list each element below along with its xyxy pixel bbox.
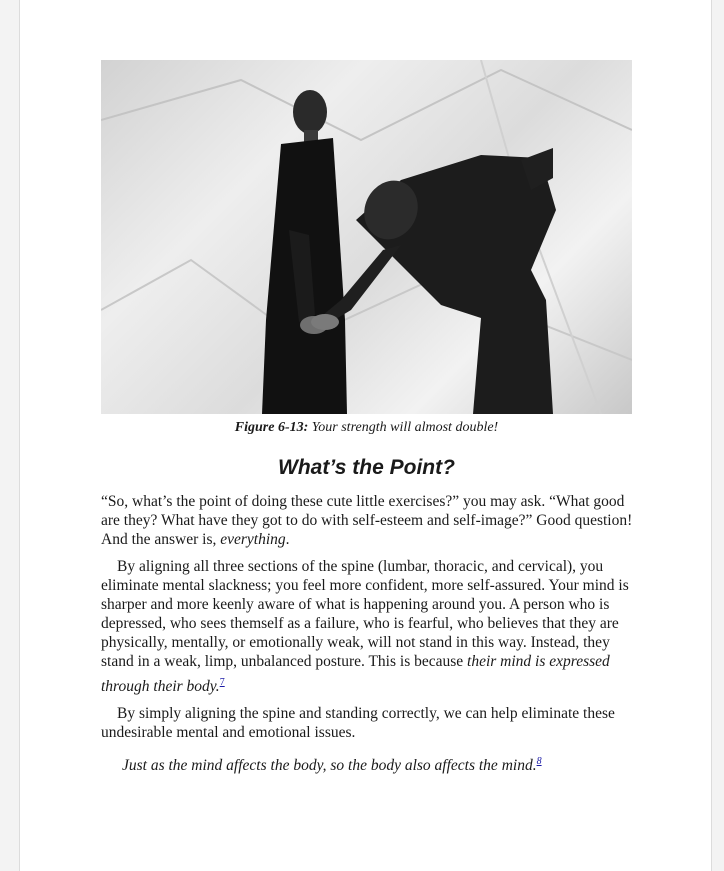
paragraph-3: By simply aligning the spine and standing correctly, we can help eliminate these undesirable mental and emotional issues. — [101, 705, 615, 742]
paragraph-2-text: By aligning all three sections of the spine (lumbar, thoracic, and cervical), you eliminate mental slackness; you feel more confident, more self-assured. Your mind is sharper and more keenly aware of what is happening around you. A person who is depressed, who sees themself as a failure, who is fearful, who believes that they are physically, mentally, or emotionally weak, will not stand in this way. Instead, they stand in a weak, limp, unbalanced posture. This is because — [101, 558, 629, 670]
figure-caption — [101, 420, 632, 436]
footnote-7-link[interactable]: 7 — [219, 677, 225, 688]
paragraph-2 — [101, 557, 635, 696]
paragraph-1 — [101, 492, 635, 549]
photo-two-men-illustration — [101, 60, 632, 414]
paragraph-1-emphasis: everything — [220, 531, 286, 548]
figure-photo — [101, 60, 632, 414]
body-text — [101, 492, 635, 783]
figure-label: Figure 6-13: — [234, 420, 309, 435]
footnote-8-link[interactable]: 8 — [536, 756, 542, 768]
figure-caption-text: Your strength will almost double! — [311, 420, 499, 435]
paragraph-1-text: “So, what’s the point of doing these cute little exercises?” you may ask. “What good are they? What have they got to do with self-esteem and self-image?” Good question! And the answer is, — [101, 493, 633, 548]
paragraph-2-emphasis: their mind is expressed through their body. — [101, 653, 610, 696]
closing-quote — [101, 750, 635, 775]
paragraph-1-end: . — [285, 531, 290, 548]
closing-quote-text: Just as the mind affects the body, so the body also affects the mind. — [122, 757, 537, 775]
section-heading: What’s the Point? — [278, 456, 455, 479]
